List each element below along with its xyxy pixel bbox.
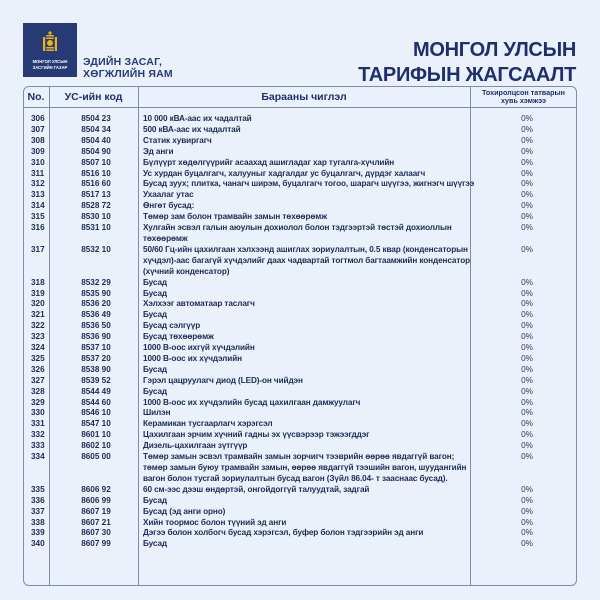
hs-code: 8536 90 — [81, 332, 111, 342]
tariff-rate: 0% — [521, 190, 533, 200]
table-row — [23, 179, 577, 190]
description-line: Бусад — [143, 495, 168, 505]
row-number: 325 — [31, 353, 45, 363]
tariff-rate: 0% — [521, 506, 533, 516]
product-description — [139, 518, 477, 529]
hs-code: 8504 34 — [81, 124, 111, 134]
table-row — [23, 310, 577, 321]
tariff-rate: 0% — [521, 223, 533, 233]
description-line: 60 см-ээс дээш өндөртэй, онгойдоггүй талуудтай, задгай — [143, 484, 370, 494]
tariff-rate: 0% — [521, 452, 533, 462]
row-number: 318 — [31, 277, 45, 287]
hs-code: 8516 60 — [81, 179, 111, 189]
description-line: Бусад (эд анги орно) — [143, 506, 226, 516]
table-row — [23, 387, 577, 398]
product-description — [139, 441, 477, 452]
tariff-rate: 0% — [521, 114, 533, 123]
hs-code: 8504 90 — [81, 146, 111, 156]
row-number: 326 — [31, 364, 45, 374]
description-line: Бусад — [143, 364, 168, 374]
product-description — [139, 496, 477, 507]
hs-code: 8536 20 — [81, 299, 111, 309]
product-description — [139, 365, 477, 376]
product-description — [139, 136, 477, 147]
hs-code: 8601 10 — [81, 430, 111, 440]
description-line: Бүлүүрт хөдөлгүүрийг асаахад ашигладаг хар тугалга-хүчлийн — [143, 157, 395, 167]
hs-code: 8536 50 — [81, 321, 111, 331]
table-row — [23, 408, 577, 419]
description-line: Ухаалаг утас — [143, 190, 194, 200]
tariff-rate: 0% — [521, 288, 533, 298]
product-description — [139, 245, 477, 278]
hs-code: 8607 19 — [81, 506, 111, 516]
table-row — [23, 190, 577, 201]
description-line: Бусад — [143, 288, 168, 298]
hs-code: 8528 72 — [81, 201, 111, 211]
row-number: 313 — [31, 190, 45, 200]
hs-code: 8546 10 — [81, 408, 111, 418]
row-number: 330 — [31, 408, 45, 418]
tariff-rate: 0% — [521, 364, 533, 374]
table-row — [23, 441, 577, 452]
table-row — [23, 201, 577, 212]
row-number: 316 — [31, 223, 45, 233]
row-number: 327 — [31, 375, 45, 385]
description-line: 1000 В-оос ихгүй хүчдэлийн — [143, 343, 255, 353]
product-description — [139, 299, 477, 310]
hs-code: 8531 10 — [81, 223, 111, 233]
tariff-rate: 0% — [521, 310, 533, 320]
row-number: 322 — [31, 321, 45, 331]
tariff-rate: 0% — [521, 375, 533, 385]
description-line: Бусад төхөөрөмж — [143, 332, 214, 342]
product-description — [139, 507, 477, 518]
description-line: Хийн тоормос болон түүний эд анги — [143, 517, 287, 527]
row-number: 311 — [31, 168, 45, 178]
hs-code: 8606 99 — [81, 495, 111, 505]
row-number: 306 — [31, 114, 45, 123]
hs-code: 8516 10 — [81, 168, 111, 178]
tariff-rate: 0% — [521, 484, 533, 494]
row-number: 320 — [31, 299, 45, 309]
row-number: 335 — [31, 484, 45, 494]
table-row — [23, 147, 577, 158]
table-row — [23, 125, 577, 136]
tariff-rate: 0% — [521, 441, 533, 451]
row-number: 336 — [31, 495, 45, 505]
tariff-rate: 0% — [521, 397, 533, 407]
product-description — [139, 179, 477, 190]
row-number: 331 — [31, 419, 45, 429]
tariff-rate: 0% — [521, 528, 533, 538]
product-description — [139, 343, 477, 354]
row-number: 340 — [31, 539, 45, 549]
product-description — [139, 289, 477, 300]
tariff-rate: 0% — [521, 353, 533, 363]
hs-code: 8606 92 — [81, 484, 111, 494]
hs-code: 8530 10 — [81, 212, 111, 222]
page-title — [358, 38, 576, 88]
row-number: 338 — [31, 517, 45, 527]
hs-code: 8538 90 — [81, 364, 111, 374]
table-row — [23, 332, 577, 343]
row-number: 310 — [31, 157, 45, 167]
hs-code: 8547 10 — [81, 419, 111, 429]
description-line: 10 000 кВА-аас их чадалтай — [143, 114, 252, 123]
table-row — [23, 496, 577, 507]
product-description — [139, 430, 477, 441]
description-line: Өнгөт бусад: — [143, 201, 195, 211]
product-description — [139, 158, 477, 169]
ministry-line1: ЭДИЙН ЗАСАГ, — [83, 56, 163, 68]
product-description — [139, 310, 477, 321]
table-row — [23, 212, 577, 223]
description-line: Ус хурдан буцалгагч, халууныг хадгалдаг ус буцалгагч, дүрдэг халаагч — [143, 168, 426, 178]
description-line: Цахилгаан эрчим хүчний гадны эх үүсвэрээр тэжээгддэг — [143, 430, 370, 440]
hs-code: 8537 20 — [81, 353, 111, 363]
row-number: 332 — [31, 430, 45, 440]
column-header-no: No. — [27, 90, 45, 103]
column-header-rate — [470, 86, 577, 107]
description-line: Бусад — [143, 310, 168, 320]
row-number: 334 — [31, 452, 45, 462]
title-line2: ТАРИФЫН ЖАГСААЛТ — [358, 64, 576, 86]
product-description — [139, 114, 477, 125]
product-description — [139, 212, 477, 223]
table-row — [23, 518, 577, 529]
hs-code: 8544 49 — [81, 386, 111, 396]
hs-code: 8536 49 — [81, 310, 111, 320]
description-line: Бусад — [143, 539, 168, 549]
row-number: 323 — [31, 332, 45, 342]
description-line: Төмөр замын эсвэл трамвайн замын зорчигч тээврийн өөрөө явдаггүй вагон; — [143, 452, 455, 462]
product-description — [139, 376, 477, 387]
table-row — [23, 169, 577, 180]
description-line: 500 кВА-аас их чадалтай — [143, 124, 241, 134]
hs-code: 8504 23 — [81, 114, 111, 123]
table-row — [23, 158, 577, 169]
header-divider — [23, 107, 577, 108]
description-line: хүчдэл)-аас багагүй хүчдэлийг даах чадвартай тогтмол багтаамжийн конденсатор — [143, 255, 470, 265]
product-description — [139, 223, 477, 245]
product-description — [139, 147, 477, 158]
table-row — [23, 528, 577, 539]
tariff-rate: 0% — [521, 343, 533, 353]
description-line: Бусад сэлгүүр — [143, 321, 201, 331]
product-description — [139, 539, 477, 550]
row-number: 315 — [31, 212, 45, 222]
table-row — [23, 419, 577, 430]
tariff-rate: 0% — [521, 124, 533, 134]
table-row — [23, 136, 577, 147]
product-description — [139, 485, 477, 496]
table-row — [23, 299, 577, 310]
rate-header-line2: хувь хэмжээ — [500, 95, 547, 105]
product-description — [139, 419, 477, 430]
table-row — [23, 452, 577, 485]
tariff-rate: 0% — [521, 201, 533, 211]
product-description — [139, 408, 477, 419]
tariff-rate: 0% — [521, 157, 533, 167]
product-description — [139, 201, 477, 212]
column-header-description: Барааны чиглэл — [261, 90, 347, 103]
description-line: Бусад зуух; плитка, чанагч ширэм, буцалгагч тогоо, шарагч шүүгээ, жигнэгч шүүгээ — [143, 179, 475, 189]
product-description — [139, 452, 477, 485]
hs-code: 8532 29 — [81, 277, 111, 287]
row-number: 308 — [31, 135, 45, 145]
product-description — [139, 398, 477, 409]
rate-header-line1: Тохиролцсон татварын — [481, 87, 565, 97]
hs-code: 8544 60 — [81, 397, 111, 407]
description-line: Статик хувиргагч — [143, 135, 212, 145]
tariff-rate: 0% — [521, 517, 533, 527]
table-row — [23, 114, 577, 125]
description-line: (хүчний конденсатор) — [143, 266, 230, 276]
tariff-rate: 0% — [521, 277, 533, 287]
row-number: 328 — [31, 386, 45, 396]
description-line: төмөр замын буюу трамвайн замын, өөрөө явдаггүй тээшийн вагон, шуудангийн — [143, 463, 467, 472]
tariff-rate: 0% — [521, 299, 533, 309]
row-number: 314 — [31, 201, 45, 211]
tariff-rate: 0% — [521, 332, 533, 342]
product-description — [139, 321, 477, 332]
logo-text-line1: МОНГОЛ УЛСЫН — [32, 59, 68, 64]
title-line1: МОНГОЛ УЛСЫН — [413, 39, 576, 61]
description-line: Төмөр зам болон трамвайн замын төхөөрөмж — [143, 212, 327, 222]
product-description — [139, 354, 477, 365]
product-description — [139, 528, 477, 539]
row-number: 312 — [31, 179, 45, 189]
hs-code: 8607 30 — [81, 528, 111, 538]
product-description — [139, 332, 477, 343]
table-row — [23, 365, 577, 376]
tariff-rate: 0% — [521, 430, 533, 440]
tariff-rate: 0% — [521, 212, 533, 222]
row-number: 319 — [31, 288, 45, 298]
hs-code: 8532 10 — [81, 244, 111, 254]
tariff-rate: 0% — [521, 419, 533, 429]
table-row — [23, 343, 577, 354]
hs-code: 8607 99 — [81, 539, 111, 549]
description-line: Эд анги — [143, 146, 174, 156]
table-row — [23, 245, 577, 278]
description-line: Дизель-цахилгаан зүтгүүр — [143, 441, 248, 451]
hs-code: 8539 52 — [81, 375, 111, 385]
tariff-rate: 0% — [521, 386, 533, 396]
ministry-line2: ХӨГЖЛИЙН ЯАМ — [83, 68, 173, 80]
row-number: 321 — [31, 310, 45, 320]
ministry-name — [83, 56, 173, 80]
table-row — [23, 278, 577, 289]
product-description — [139, 278, 477, 289]
description-line: Керамикан тусгаарлагч хэрэгсэл — [143, 419, 273, 429]
tariff-rate: 0% — [521, 408, 533, 418]
row-number: 329 — [31, 397, 45, 407]
table-row — [23, 223, 577, 245]
product-description — [139, 190, 477, 201]
soyombo-emblem-icon — [43, 31, 57, 55]
hs-code: 8504 40 — [81, 135, 111, 145]
table-row — [23, 539, 577, 550]
column-header-code: УС-ийн код — [64, 90, 123, 103]
description-line: Шилэн — [143, 408, 171, 418]
description-line: төхөөрөмж — [143, 233, 188, 243]
product-description — [139, 387, 477, 398]
row-number: 333 — [31, 441, 45, 451]
row-number: 339 — [31, 528, 45, 538]
row-number: 309 — [31, 146, 45, 156]
hs-code: 8517 13 — [81, 190, 111, 200]
product-description — [139, 125, 477, 136]
description-line: 1000 В-оос их хүчдэлийн — [143, 353, 243, 363]
hs-code: 8607 21 — [81, 517, 111, 527]
row-number: 324 — [31, 343, 45, 353]
government-logo — [23, 23, 77, 77]
table-row — [23, 289, 577, 300]
description-line: Хэлхээг автоматаар таслагч — [143, 299, 255, 309]
row-number: 307 — [31, 124, 45, 134]
table-body — [23, 114, 577, 550]
tariff-rate: 0% — [521, 146, 533, 156]
description-line: Гэрэл цацруулагч диод (LED)-он чийдэн — [143, 375, 303, 385]
table-row — [23, 354, 577, 365]
tariff-rate: 0% — [521, 244, 533, 254]
tariff-rate: 0% — [521, 539, 533, 549]
description-line: 1000 В-оос их хүчдэлийн бусад цахилгаан дамжуулагч — [143, 397, 361, 407]
row-number: 317 — [31, 244, 45, 254]
table-row — [23, 507, 577, 518]
tariff-rate: 0% — [521, 135, 533, 145]
table-row — [23, 485, 577, 496]
tariff-rate: 0% — [521, 168, 533, 178]
table-row — [23, 398, 577, 409]
description-line: 50/60 Гц-ийн цахилгаан хэлхээнд ашиглах зориулалтын, 0.5 квар (конденсаторын — [143, 244, 468, 254]
description-line: Бусад — [143, 386, 168, 396]
description-line: Дэгээ болон холбогч бусад хэрэгсэл, буфер болон тэдгээрийн эд анги — [143, 528, 424, 538]
description-line: вагон болон тусгай зориулалтын бусад вагон (Зүйл 86.04- т зааснаас бусад). — [143, 473, 448, 483]
logo-text-line2: ЗАСГИЙН ГАЗАР — [32, 65, 68, 70]
tariff-rate: 0% — [521, 495, 533, 505]
table-row — [23, 430, 577, 441]
hs-code: 8605 00 — [81, 452, 111, 462]
row-number: 337 — [31, 506, 45, 516]
hs-code: 8507 10 — [81, 157, 111, 167]
tariff-rate: 0% — [521, 179, 533, 189]
table-row — [23, 321, 577, 332]
description-line: Бусад — [143, 277, 168, 287]
tariff-rate: 0% — [521, 321, 533, 331]
product-description — [139, 169, 477, 180]
hs-code: 8535 90 — [81, 288, 111, 298]
table-row — [23, 376, 577, 387]
hs-code: 8602 10 — [81, 441, 111, 451]
description-line: Хулгайн эсвэл галын аюулын дохиолол болон тэдгээртэй төстэй дохиоллын — [143, 223, 452, 233]
hs-code: 8537 10 — [81, 343, 111, 353]
